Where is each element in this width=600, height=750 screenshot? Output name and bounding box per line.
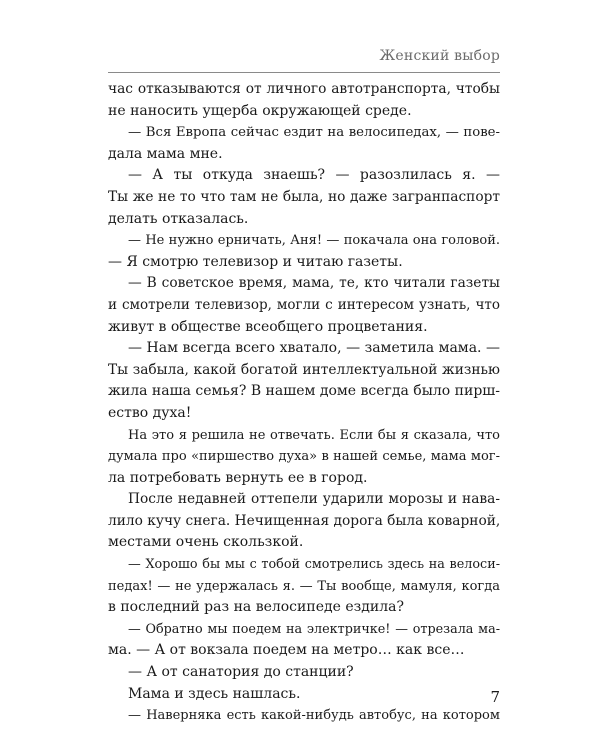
text-line: ла потребовать вернуть ее в город. <box>108 469 368 486</box>
text-line: думала про «пиршество духа» в нашей семье, мама мог- <box>108 449 500 465</box>
text-line: и смотрели телевизор, могли с интересом узнать, что <box>108 296 500 313</box>
text-line: час отказываются от личного автотранспорта, чтобы <box>108 81 500 97</box>
body-text <box>108 79 500 727</box>
running-head-title: Женский выбор <box>379 48 500 64</box>
text-line: На это я решила не отвечать. Если бы я сказала, что <box>128 427 500 443</box>
text-line: дала мама мне. <box>108 145 223 162</box>
text-line: Ты же не то что там не была, но даже загранпаспорт <box>108 188 500 205</box>
text-line: — А ты откуда знаешь? — разозлилась я. — <box>128 167 500 184</box>
text-line: — Не нужно ерничать, Аня! — покачала она головой. <box>128 233 500 249</box>
text-line: — В советское время, мама, те, кто читали газеты <box>128 275 500 292</box>
text-line: ество духа! <box>108 404 192 421</box>
text-line: — Вся Европа сейчас ездит на велосипедах, — пове- <box>128 125 500 141</box>
text-line: делать отказалась. <box>108 210 249 227</box>
text-line: — А от санатория до станции? <box>128 664 354 681</box>
page-number: 7 <box>490 688 500 706</box>
text-line: — Хорошо бы мы с тобой смотрелись здесь на велоси- <box>128 557 500 573</box>
text-line: После недавней оттепели ударили морозы и нава- <box>128 491 500 508</box>
text-line: живут в обществе всеобщего процветания. <box>108 318 428 335</box>
text-line: — Нам всегда всего хватало, — заметила мама. — <box>128 340 500 357</box>
text-line: Мама и здесь нашлась. <box>128 685 301 702</box>
text-line: педах! — не удержалась я. — Ты вообще, мамуля, когда <box>108 578 500 594</box>
text-line: — Обратно мы поедем на электричке! — отрезала ма- <box>128 621 500 637</box>
text-line: — Наверняка есть какой-нибудь автобус, на котором <box>128 708 500 724</box>
text-line: не наносить ущерба окружающей среде. <box>108 102 412 119</box>
text-line: ма. — А от вокзала поедем на метро… как все… <box>108 642 465 659</box>
text-line: жила наша семья? В нашем доме всегда было пирш- <box>108 383 501 400</box>
text-line: лило кучу снега. Нечищенная дорога была коварной, <box>108 512 501 529</box>
text-line: — Я смотрю телевизор и читаю газеты. <box>108 253 403 270</box>
text-line: Ты забыла, какой богатой интеллектуальной жизнью <box>108 361 500 378</box>
header-rule <box>108 72 500 73</box>
text-line: местами очень скользкой. <box>108 534 304 551</box>
text-line: в последний раз на велосипеде ездила? <box>108 599 404 616</box>
